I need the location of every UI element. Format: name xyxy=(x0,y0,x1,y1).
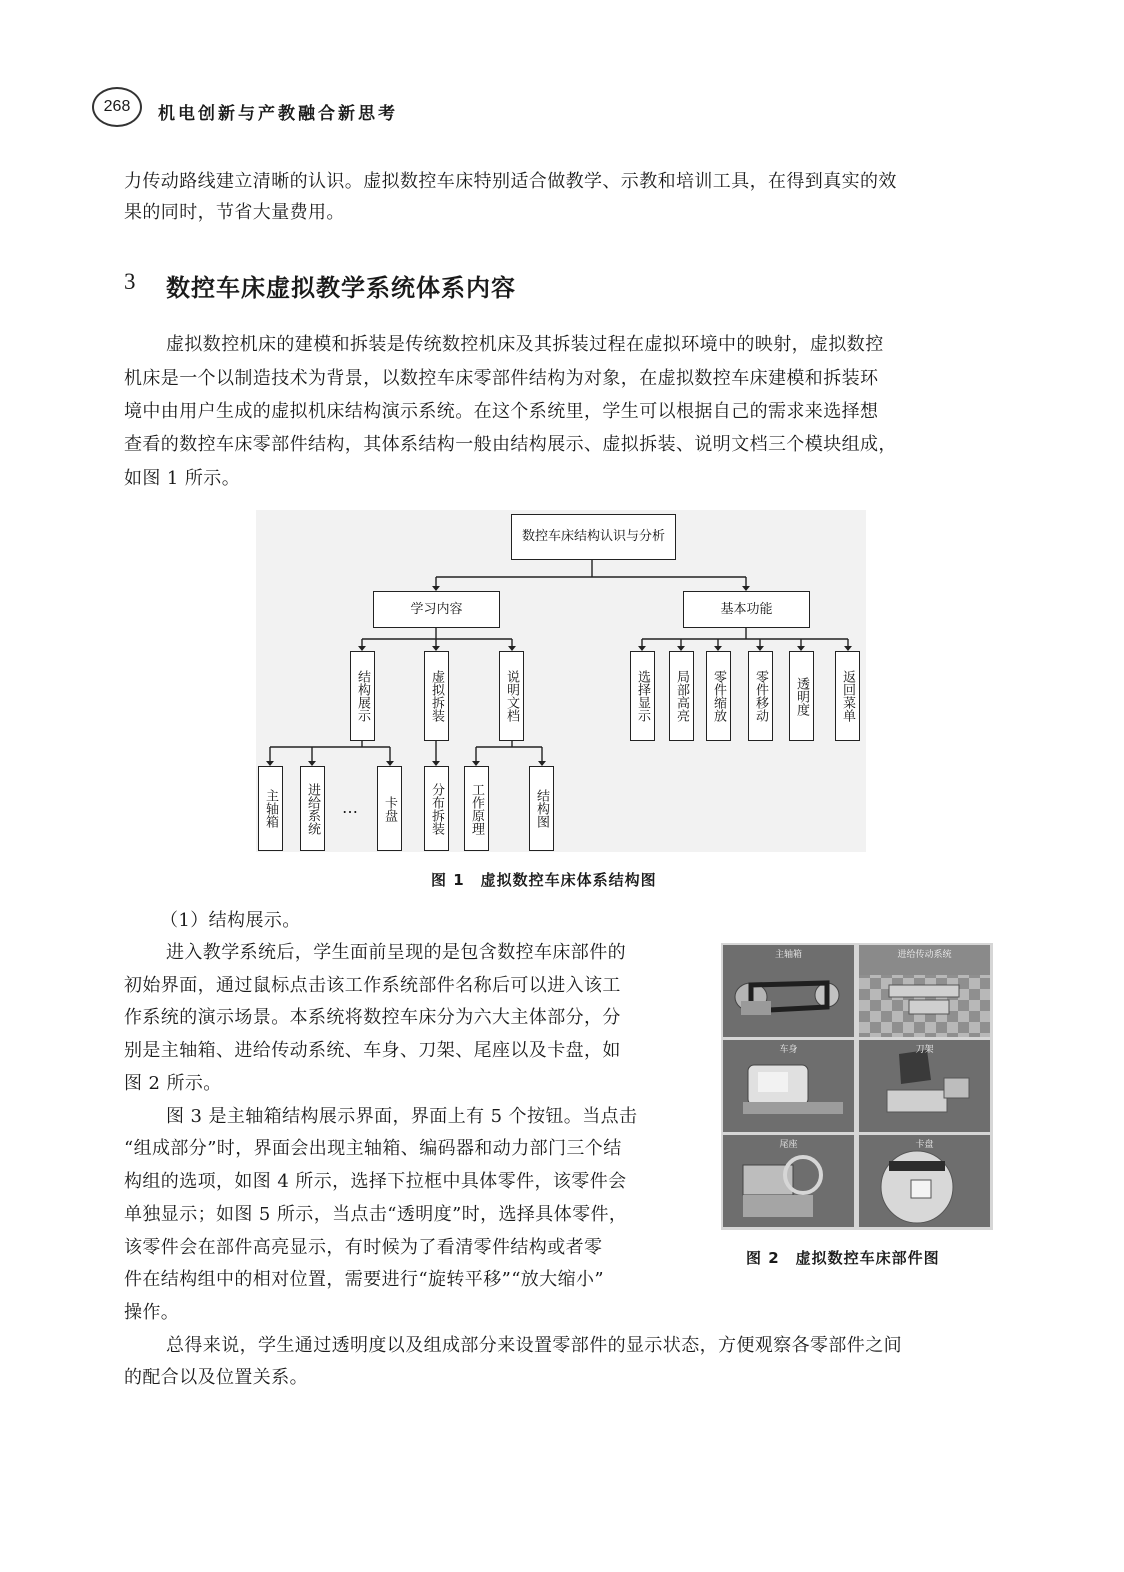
diagram-node: 虚拟拆装 xyxy=(424,651,449,741)
paragraph-line: 操作。 xyxy=(124,1302,180,1323)
diagram-node: 选择显示 xyxy=(630,651,655,741)
paragraph-line: 件在结构组中的相对位置，需要进行“旋转平移”“放大缩小” xyxy=(124,1269,605,1290)
paragraph-line: 如图 1 所示。 xyxy=(124,468,241,489)
diagram-node: 返回菜单 xyxy=(835,651,860,741)
page-number: 268 xyxy=(92,87,142,127)
paragraph-line: 机床是一个以制造技术为背景，以数控车床零部件结构为对象，在虚拟数控车床建模和拆装环 xyxy=(124,368,879,389)
diagram-node: 透明度 xyxy=(789,651,814,741)
paragraph-line: 图 3 是主轴箱结构展示界面，界面上有 5 个按钮。当点击 xyxy=(166,1106,638,1127)
diagram-node: 零件缩放 xyxy=(706,651,731,741)
diagram-leaf-node: 卡盘 xyxy=(377,766,402,851)
paragraph-line: 的配合以及位置关系。 xyxy=(124,1367,308,1388)
diagram-leaf-node: 进给系统 xyxy=(300,766,325,851)
paragraph-line: 果的同时，节省大量费用。 xyxy=(124,202,345,223)
figure-2-panel xyxy=(859,1040,990,1132)
paragraph-line: 进入教学系统后，学生面前呈现的是包含数控车床部件的 xyxy=(166,942,626,963)
panel-title: 进给传动系统 xyxy=(897,950,952,960)
diagram-node-learning: 学习内容 xyxy=(373,591,500,628)
diagram-leaf-node: 主轴箱 xyxy=(258,766,283,851)
figure-2-caption: 图 2 虚拟数控车床部件图 xyxy=(746,1249,940,1267)
diagram-leaf-node: 工作原理 xyxy=(464,766,489,851)
paragraph-line: 初始界面，通过鼠标点击该工作系统部件名称后可以进入该工 xyxy=(124,975,621,996)
figure-2-panel xyxy=(723,1040,854,1132)
diagram-node-functions: 基本功能 xyxy=(683,591,810,628)
paragraph-line: 别是主轴箱、进给传动系统、车身、刀架、尾座以及卡盘，如 xyxy=(124,1040,621,1061)
diagram-root-node: 数控车床结构认识与分析 xyxy=(511,514,676,560)
figure-2-panel xyxy=(859,945,990,1037)
figure-2-panel xyxy=(859,1135,990,1227)
panel-title: 刀架 xyxy=(915,1045,934,1055)
paragraph-line: 该零件会在部件高亮显示，有时候为了看清零件结构或者零 xyxy=(124,1237,603,1258)
diagram-ellipsis: … xyxy=(342,798,358,817)
paragraph-line: “组成部分”时，界面会出现主轴箱、编码器和动力部门三个结 xyxy=(124,1138,622,1159)
paragraph-line: 构组的选项，如图 4 所示，选择下拉框中具体零件，该零件会 xyxy=(124,1171,627,1192)
paragraph-line: 境中由用户生成的虚拟机床结构演示系统。在这个系统里，学生可以根据自己的需求来选择想 xyxy=(124,401,879,422)
diagram-leaf-node: 分布拆装 xyxy=(424,766,449,851)
book-title: 机电创新与产教融合新思考 xyxy=(158,104,398,124)
spindle-box-illustration xyxy=(723,945,854,1037)
list-item-heading: （1）结构展示。 xyxy=(160,910,301,931)
figure-2-panel xyxy=(723,945,854,1037)
paragraph-line: 查看的数控车床零部件结构，其体系结构一般由结构展示、虚拟拆装、说明文档三个模块组成， xyxy=(124,434,897,455)
paragraph-line: 总得来说，学生通过透明度以及组成部分来设置零部件的显示状态，方便观察各零部件之间 xyxy=(166,1335,902,1356)
figure-1-diagram xyxy=(256,510,866,852)
paragraph-line: 单独显示；如图 5 所示，当点击“透明度”时，选择具体零件， xyxy=(124,1204,628,1225)
paragraph-line: 图 2 所示。 xyxy=(124,1073,222,1094)
diagram-node: 零件移动 xyxy=(748,651,773,741)
section-number: 3 xyxy=(124,269,136,294)
diagram-leaf-node: 结构图 xyxy=(529,766,554,851)
diagram-node: 结构展示 xyxy=(350,651,375,741)
section-title: 数控车床虚拟教学系统体系内容 xyxy=(166,274,516,302)
figure-2-panel xyxy=(723,1135,854,1227)
panel-title: 主轴箱 xyxy=(774,950,802,960)
paragraph-line: 力传动路线建立清晰的认识。虚拟数控车床特别适合做教学、示教和培训工具，在得到真实的效 xyxy=(124,171,897,192)
figure-1-caption: 图 1 虚拟数控车床体系结构图 xyxy=(431,871,657,889)
diagram-node: 局部高亮 xyxy=(669,651,694,741)
panel-title: 尾座 xyxy=(779,1140,798,1150)
panel-title: 车身 xyxy=(779,1045,798,1055)
paragraph-line: 虚拟数控机床的建模和拆装是传统数控机床及其拆装过程在虚拟环境中的映射，虚拟数控 xyxy=(166,334,884,355)
figure-2-image xyxy=(721,943,993,1230)
paragraph-line: 作系统的演示场景。本系统将数控车床分为六大主体部分，分 xyxy=(124,1007,621,1028)
panel-title: 卡盘 xyxy=(915,1140,934,1150)
diagram-node: 说明文档 xyxy=(499,651,524,741)
